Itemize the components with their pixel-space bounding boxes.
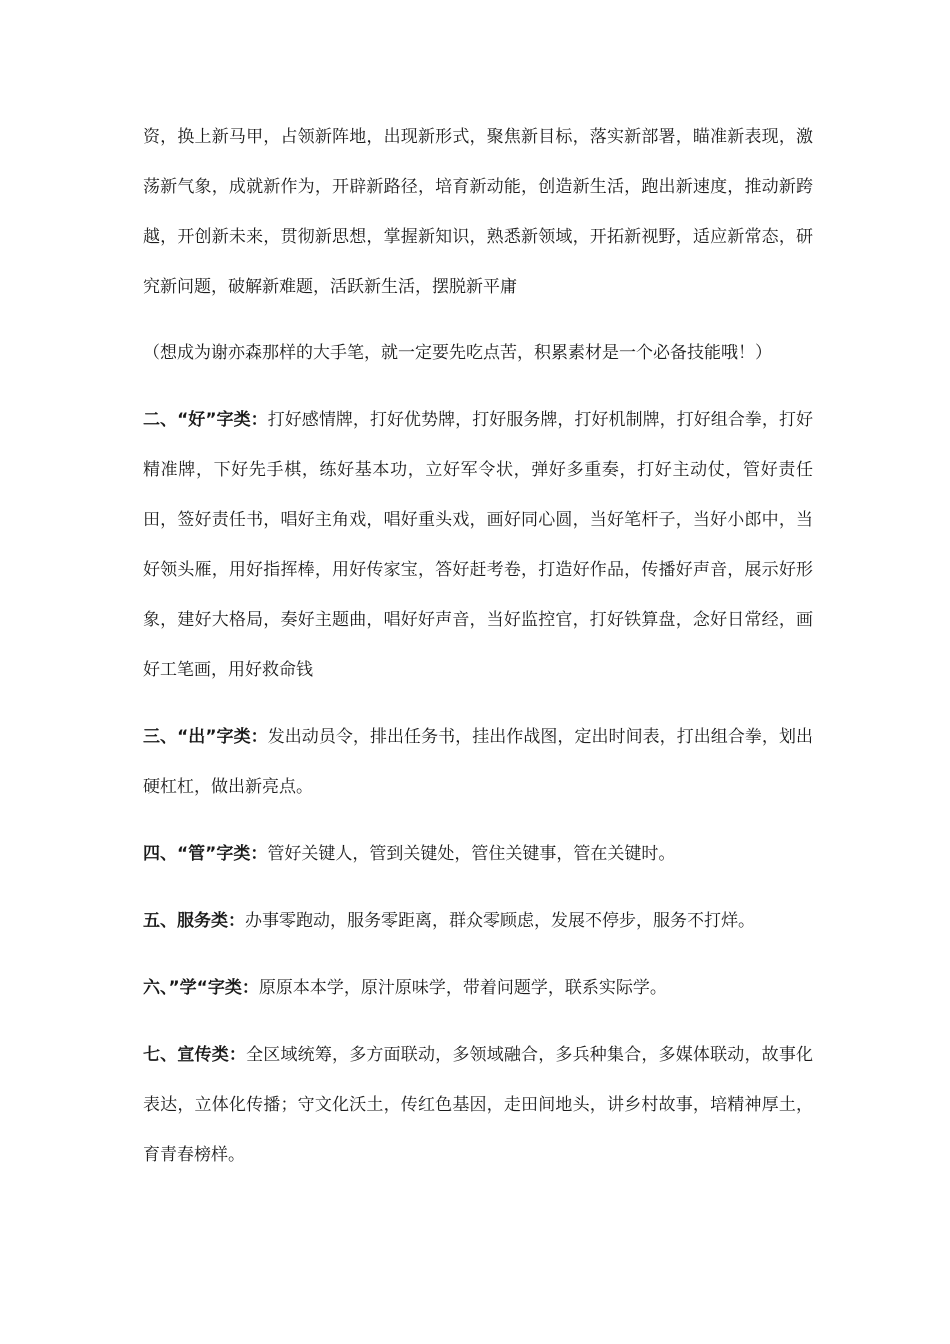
paragraph-chu-category <box>143 712 813 812</box>
paragraph-service-category <box>143 896 813 946</box>
paragraph-publicity-category <box>143 1030 813 1180</box>
category-heading: 四、“管”字类： <box>143 844 268 864</box>
paragraph-text: 办事零跑动，服务零距离，群众零顾虑，发展不停步，服务不打烊。 <box>245 911 755 931</box>
paragraph-xue-category <box>143 963 813 1013</box>
category-heading: 二、“好”字类： <box>143 410 268 430</box>
paragraph-text: 发出动员令，排出任务书，挂出作战图，定出时间表，打出组合拳，划出硬杠杠，做出新亮点。 <box>143 727 813 797</box>
category-heading: 七、宣传类： <box>143 1045 247 1065</box>
category-heading: 六、”学“字类： <box>143 978 259 998</box>
paragraph-text: 原原本本学，原汁原味学，带着问题学，联系实际学。 <box>258 978 667 998</box>
paragraph-text: 打好感情牌，打好优势牌，打好服务牌，打好机制牌，打好组合拳，打好精准牌，下好先手棋，练好基本功，立好军令状，弹好多重奏，打好主动仗，管好责任田，签好责任书，唱好主角戏，唱好重头戏，画好同心圆，当好笔杆子，当好小郎中，当好领头雁，用好指挥棒，用好传家宝，答好赶考卷，打造好作品，传播好声音，展示好形象，建好大格局，奏好主题曲，唱好好声音，当好监控官，打好铁算盘，念好日常经，画好工笔画，用好救命钱 <box>143 410 813 680</box>
category-heading: 五、服务类： <box>143 911 245 931</box>
category-heading: 三、“出”字类： <box>143 727 268 747</box>
paragraph-text: 管好关键人，管到关键处，管住关键事，管在关键时。 <box>267 844 676 864</box>
paragraph-guan-category <box>143 829 813 879</box>
paragraph-text: 资，换上新马甲，占领新阵地，出现新形式，聚焦新目标，落实新部署，瞄准新表现，激荡新气象，成就新作为，开辟新路径，培育新动能，创造新生活，跑出新速度，推动新跨越，开创新未来，贯彻新思想，掌握新知识，熟悉新领域，开拓新视野，适应新常态，研究新问题，破解新难题，活跃新生活，摆脱新平庸 <box>143 127 813 297</box>
paragraph-text: （想成为谢亦森那样的大手笔，就一定要先吃点苦，积累素材是一个必备技能哦！） <box>143 343 772 363</box>
paragraph-text: 全区域统筹，多方面联动，多领域融合，多兵种集合，多媒体联动，故事化表达，立体化传播；守文化沃土，传红色基因，走田间地头，讲乡村故事，培精神厚土，育青春榜样。 <box>143 1045 814 1165</box>
paragraph-xin-continuation <box>143 112 813 312</box>
paragraph-note <box>143 328 843 378</box>
paragraph-hao-category <box>143 395 813 695</box>
